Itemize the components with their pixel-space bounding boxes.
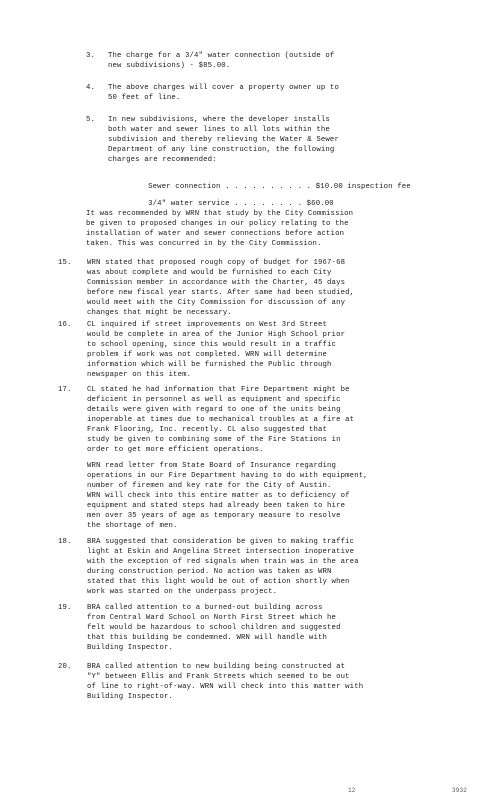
item-text-line: felt would be hazardous to school children and suggested — [87, 624, 341, 632]
item-text-line: charges are recommended: — [108, 156, 217, 164]
item-text-line: information which will be furnished the Public through — [87, 361, 332, 369]
list-item-17-continuation — [87, 461, 479, 531]
item-text-line: WRN stated that proposed rough copy of budget for 1967-68 — [87, 259, 346, 267]
item-text-line: was about complete and would be furnished to each City — [87, 269, 332, 277]
charge-label: Sewer connection — [148, 183, 221, 191]
item-text-line: number of firemen and key rate for the City of Austin. — [87, 482, 332, 490]
item-text-line: Commission member in accordance with the Charter, 45 days — [87, 279, 346, 287]
item-text-line: BRA called attention to new building being constructed at — [87, 663, 346, 671]
item-text-line: both water and sewer lines to all lots within the — [108, 126, 330, 134]
item-text-line: WRN read letter from State Board of Insurance regarding — [87, 462, 337, 470]
item-text-line: Department of any line construction, the following — [108, 146, 335, 154]
item-text-line: changes that might be necessary. — [87, 309, 232, 317]
item-number: 20. — [58, 663, 72, 671]
charge-amount: $10.00 inspection fee — [315, 183, 411, 191]
item-text-line: Building Inspector. — [87, 693, 174, 701]
item-text-line: In new subdivisions, where the developer installs — [108, 116, 330, 124]
item-text-line: new subdivisions) - $85.00. — [108, 62, 231, 70]
charge-amount: $60.00 — [306, 200, 334, 208]
paragraph-line: taken. This was concurred in by the City Commission. — [86, 240, 322, 248]
item-text-line: stated that this light would be out of action shortly when — [87, 578, 350, 586]
item-text-line: that this building be condemned. WRN will handle with — [87, 634, 328, 642]
item-text-line: The above charges will cover a property owner up to — [108, 84, 339, 92]
item-text-line: work was started on the underpass project. — [87, 588, 278, 596]
item-text-line: order to get more efficient operations. — [87, 446, 264, 454]
item-text-line: would be complete in area of the Junior High School prior — [87, 331, 346, 339]
item-text-line: during construction period. No action was taken as WRN — [87, 568, 332, 576]
item-text-line: Building Inspector. — [87, 644, 174, 652]
leader-dots: . . . . . . . . . . — [220, 183, 312, 191]
item-text-line: with the exception of red signals when train was in the area — [87, 558, 359, 566]
item-text-line: newspaper on this item. — [87, 371, 192, 379]
item-number: 5. — [86, 116, 96, 124]
item-text-line: CL inquired if street improvements on West 3rd Street — [87, 321, 328, 329]
item-text-line: before new fiscal year starts. After same had been studied, — [87, 289, 355, 297]
item-number: 4. — [86, 84, 96, 92]
item-text-line: WRN will check into this entire matter as to deficiency of — [87, 492, 350, 500]
item-text-line: subdivision and thereby relieving the Water & Sewer — [108, 136, 339, 144]
item-text-line: "Y" between Ellis and Frank Streets which seemed to be out — [87, 673, 350, 681]
item-text-line: 50 feet of line. — [108, 94, 181, 102]
item-text-line: BRA called attention to a burned-out building across — [87, 604, 323, 612]
item-text-line: Frank Flooring, Inc. recently. CL also suggested that — [87, 426, 328, 434]
charge-label: 3/4" water service — [148, 200, 230, 208]
paragraph-line: It was recommended by WRN that study by the City Commission — [86, 210, 354, 218]
item-text-line: light at Eskin and Angelina Street intersection inoperative — [87, 548, 355, 556]
item-text-line: problem if work was not completed. WRN will determine — [87, 351, 328, 359]
item-number: 3. — [86, 52, 96, 60]
item-text-line: details were given with regard to one of the units being — [87, 406, 341, 414]
item-text-line: study be given to combining some of the Fire Stations in — [87, 436, 341, 444]
paragraph-line: installation of water and sewer connections before action — [86, 230, 345, 238]
item-number: 19. — [58, 604, 72, 612]
item-text-line: men over 35 years of age as temporary measure to resolve — [87, 512, 341, 520]
paragraph-line: be given to proposed changes in our policy relating to the — [86, 220, 349, 228]
item-text-line: BRA suggested that consideration be given to making traffic — [87, 538, 355, 546]
paragraph-recommendation — [86, 209, 478, 249]
page-mark-left: 12 — [348, 787, 356, 794]
leader-dots: . . . . . . . . — [229, 200, 303, 208]
item-text-line: to school opening, since this would result in a traffic — [87, 341, 337, 349]
item-text-line: equipment and stated steps had already been taken to hire — [87, 502, 346, 510]
item-text-line: the shortage of men. — [87, 522, 178, 530]
item-number: 16. — [58, 321, 72, 329]
item-number: 15. — [58, 259, 72, 267]
item-number: 17. — [58, 386, 72, 394]
item-text-line: of line to right-of-way. WRN will check into this matter with — [87, 683, 364, 691]
item-text-line: deficient in personnel as well as equipment and specific — [87, 396, 341, 404]
item-text-line: from Central Ward School on North First Street which he — [87, 614, 337, 622]
item-text-line: inoperable at times due to mechanical troubles at a fire at — [87, 416, 355, 424]
page-mark-right: 3932 — [452, 787, 468, 794]
item-text-line: CL stated he had information that Fire Department might be — [87, 386, 350, 394]
item-text-line: The charge for a 3/4" water connection (outside of — [108, 52, 335, 60]
item-text-line: operations in our Fire Department having to do with equipment, — [87, 472, 368, 480]
item-number: 18. — [58, 538, 72, 546]
item-text-line: would meet with the City Commission for discussion of any — [87, 299, 346, 307]
